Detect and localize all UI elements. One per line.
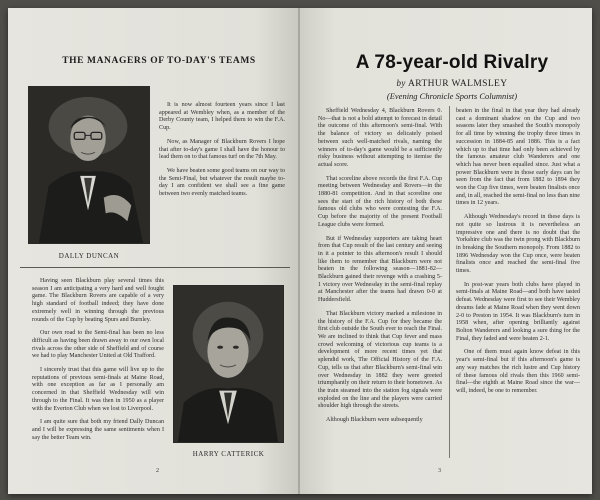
- article-column-2: [456, 108, 580, 402]
- duncan-message: [159, 102, 285, 205]
- managers-heading: THE MANAGERS OF TO-DAY'S TEAMS: [62, 56, 256, 66]
- catterick-message: [32, 278, 164, 448]
- catterick-paragraph: I am quite sure that both my friend Dally Duncan and I will be expressing the same sentiments when I say the better Team win.: [32, 419, 164, 441]
- article-paragraph: But if Wednesday supporters are taking heart from that Cup result of the last century and seeing in it a pointer to this afternoon's result I should like them to remember that Blackburn were not beaten in the following season—1881-82—Blackburn gained their revenge with a crashing 5-1 victory over Wednesday in the semi-final replay at Manchester after the teams had drawn 0-0 at Huddersfield.: [318, 235, 442, 304]
- duncan-paragraph: We have beaten some good teams on our way to the Semi-Final, but whatever the result maybe to-day I am confident we shall see a fine game between two evenly matched teams.: [159, 167, 285, 198]
- page-number: 2: [156, 468, 159, 474]
- article-paragraph: Although Wednesday's record in these days is not quite so lustrous it is nevertheless an impressive one and there is no doubt that the Yorkshire club was the twin prong with Blackburn in breaking the Southern monopoly. From 1882 to 1896 Wednesday won the Cup once, were beaten finalists once and reached the semi-final five times.: [456, 214, 580, 275]
- dally-duncan-caption: DALLY DUNCAN: [58, 252, 120, 260]
- article-paragraph: One of them must again know defeat in this year's semi-final but if this afternoon's game is any way matches the rich lustre and Cup history of these famous old rivals then this 1960 semi-final—the eighth at Maine Road since the war—will, indeed, be one to remember.: [456, 349, 580, 394]
- left-page: [8, 8, 300, 494]
- column-divider: [449, 106, 450, 458]
- right-page: [300, 8, 592, 494]
- catterick-paragraph: Our own road to the Semi-final has been no less difficult as having been drawn away to our own local rivals across the other side of Sheffield and of course we had to play Manchester United at Old Trafford.: [32, 330, 164, 360]
- page-number: 3: [438, 468, 441, 474]
- author-name: ARTHUR WALMSLEY: [408, 79, 508, 89]
- article-byline: [318, 78, 586, 89]
- article-paragraph: beaten in the final in that year they had already cast a dominant shadow on the Cup and two seasons later they smashed the South's monopoly for all time by winning the trophy three times in succession in 1884-85 and 1886. This is a fact which up to that time had only been achieved by the famous amateur club Wanderers and one which has never been equalled since. Just what a power Blackburn were in those early days can be seen from the fact that from 1882 to 1894 they won the Cup five times, were beaten finalists once and, in all, reached the semi-final no less than nine times in 12 years.: [456, 108, 580, 207]
- catterick-paragraph: Having seen Blackburn play several times this season I am anticipating a very hard and well fought game. The Blackburn Rovers are capable of a very high standard of football indeed; they have done extremely well in winning through the previous rounds of the Cup by beating Spurs and Burnley.: [32, 278, 164, 323]
- harry-catterick-photo: [173, 285, 284, 443]
- article-paragraph: Sheffield Wednesday 4, Blackburn Rovers 0. No—that is not a bold attempt to forecast in detail the outcome of this afternoon's semi-final. With the balance of victory so delicately poised between such well-matched rivals, naming the winners of to-day's game would be a sufficiently risky business without attempting to itemise the actual score.: [318, 108, 442, 168]
- byline-prefix: by: [396, 78, 406, 88]
- article-paragraph: That scoreline above records the first F.A. Cup meeting between Wednesday and Rovers—in the 1880-81 competition. And in that scoreline one sees the start of the rich history of both these famous old clubs who were contesting the F.A. Cup before the majority of the present Football League clubs were formed.: [318, 175, 442, 228]
- article-paragraph: Although Blackburn were subsequently: [326, 417, 423, 424]
- dally-duncan-photo: [28, 86, 150, 244]
- catterick-paragraph: I sincerely trust that this game will live up to the reputations of previous semi-finals at Maine Road, with one exception as far as I personally am concerned in that Sheffield Wednesday will win through to the Final. It was then in 1950 as a player with the Everton Club when we lost to Liverpool.: [32, 367, 164, 412]
- duncan-paragraph: It is now almost fourteen years since I last appeared at Wembley when, as a member of the Derby County team, I helped them to win the F.A. Cup.: [159, 102, 285, 132]
- article-title: A 78-year-old Rivalry: [355, 52, 549, 73]
- programme-spread: [8, 8, 592, 494]
- article-column-1: [318, 108, 442, 431]
- harry-catterick-caption: HARRY CATTERICK: [192, 450, 265, 458]
- author-role: (Evening Chronicle Sports Columnist): [386, 91, 518, 101]
- section-divider: [20, 267, 290, 268]
- article-paragraph: That Blackburn victory marked a milestone in the history of the F.A. Cup for they became the first club outside the South ever to reach the Final. We are inclined to think that Cup fever and mass crowd welcoming of victorious cup teams is a development of more recent times yet that splendid work, The Official History of the F.A. Cup, tells us that after Blackburn's semi-final win over Wednesday in 1882 they were greeted triumphantly on their return to their hometown. As the train steamed into the station fog signals were exploded on the line and the players were carried shoulder high through the streets.: [318, 310, 442, 410]
- duncan-paragraph: Now, as Manager of Blackburn Rovers I hope that after to-day's game I shall have the honour to lead them on to that famous turf on the 7th May.: [159, 138, 285, 161]
- article-paragraph: In post-war years both clubs have played in semi-finals at Maine Road—and both have tasted defeat. Wednesday were first to see their Wembley dreams fade at Maine Road when they went down 2-0 to Preston in 1954. It was Blackburn's turn in 1958 when, after opening brilliantly against Bolton Wanderers and looking a sure thing for the Final, they faded and were beaten 2-1.: [456, 281, 580, 342]
